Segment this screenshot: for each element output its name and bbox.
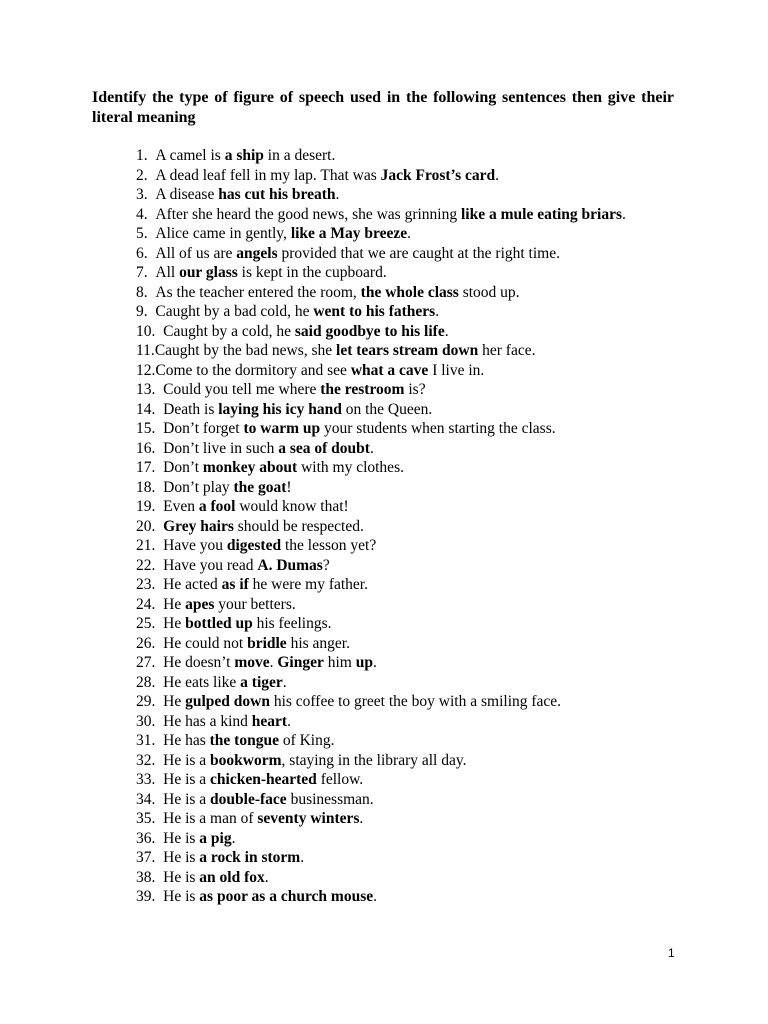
figure-of-speech-phrase: the restroom	[320, 381, 405, 398]
sentence-segment: Don’t live in such	[163, 439, 279, 457]
sentence-item	[136, 731, 676, 751]
sentence-segment: him	[323, 654, 356, 671]
sentence-text	[163, 322, 676, 342]
sentence-item	[136, 673, 676, 693]
sentence-item	[136, 185, 676, 205]
sentence-text	[155, 224, 676, 244]
sentence-text	[163, 770, 676, 790]
item-number: 37.	[136, 849, 164, 866]
sentence-segment: He is	[163, 888, 200, 905]
sentence-segment: Death is	[163, 400, 219, 418]
sentence-segment: He could not	[163, 634, 248, 652]
item-number: 9.	[136, 303, 156, 320]
sentence-item	[136, 322, 676, 342]
sentence-item	[136, 536, 676, 556]
sentence-segment: .	[407, 225, 412, 242]
sentence-segment: would know that!	[235, 498, 349, 515]
sentence-text	[163, 692, 676, 712]
item-number: 18.	[136, 478, 164, 496]
figure-of-speech-phrase: seventy winters	[257, 810, 360, 827]
sentence-item	[136, 692, 676, 712]
sentence-segment: .	[264, 868, 269, 886]
sentence-segment: .	[269, 654, 278, 671]
sentence-segment: , staying in the library all day.	[281, 751, 467, 769]
sentence-segment: He is a	[163, 751, 211, 769]
sentence-item	[136, 712, 676, 732]
figure-of-speech-phrase: a pig	[199, 829, 232, 847]
sentence-text	[155, 341, 676, 361]
sentence-segment: .	[369, 439, 374, 457]
sentence-segment: All of us are	[155, 244, 237, 262]
sentence-segment: his anger.	[286, 634, 350, 652]
sentence-text	[155, 361, 676, 381]
sentence-segment: A disease	[155, 186, 219, 203]
item-number: 8.	[136, 283, 156, 301]
item-number: 25.	[136, 615, 164, 632]
sentence-segment: He	[163, 615, 186, 632]
sentence-item	[136, 224, 676, 244]
sentence-text	[163, 614, 676, 634]
sentence-segment: ?	[322, 556, 330, 574]
item-number: 3.	[136, 186, 156, 203]
figure-of-speech-phrase: as poor as a church mouse	[199, 888, 374, 905]
sentence-segment: fellow.	[316, 771, 364, 788]
figure-of-speech-phrase: bottled up	[185, 615, 253, 632]
sentence-segment: of King.	[278, 732, 335, 749]
figure-of-speech-phrase: Jack Frost’s card	[380, 166, 496, 184]
sentence-item	[136, 614, 676, 634]
item-number: 28.	[136, 673, 164, 691]
sentence-text	[155, 205, 676, 225]
figure-of-speech-phrase: Grey hairs	[163, 517, 234, 535]
sentence-item	[136, 653, 676, 673]
figure-of-speech-phrase: said goodbye to his life	[294, 322, 445, 340]
item-number: 31.	[136, 732, 164, 749]
sentence-text	[163, 419, 676, 439]
figure-of-speech-phrase: like a May breeze	[290, 225, 408, 242]
sentence-text	[163, 458, 676, 478]
item-number: 13.	[136, 381, 164, 398]
sentence-item	[136, 770, 676, 790]
item-number: 2.	[136, 166, 156, 184]
item-number: 30.	[136, 712, 164, 730]
figure-of-speech-phrase: A. Dumas	[257, 556, 323, 574]
sentence-item	[136, 439, 676, 459]
figure-of-speech-phrase: laying his icy hand	[218, 400, 342, 418]
sentence-segment: He has a kind	[163, 712, 252, 730]
sentence-segment: !	[286, 478, 292, 496]
sentence-text	[163, 380, 676, 400]
sentence-item	[136, 517, 676, 537]
item-number: 24.	[136, 595, 164, 613]
sentence-text	[163, 439, 676, 459]
sentence-segment: his coffee to greet the boy with a smiling face.	[269, 693, 562, 710]
sentence-segment: Come to the dormitory and see	[155, 361, 351, 379]
figure-of-speech-phrase: went to his fathers	[313, 303, 436, 320]
sentence-segment: Alice came in gently,	[155, 225, 291, 242]
item-number: 34.	[136, 790, 164, 808]
sentence-segment: .	[287, 712, 291, 730]
figure-of-speech-phrase: let tears stream down	[336, 342, 479, 359]
sentence-segment: .	[300, 849, 305, 866]
sentence-segment: .	[444, 322, 449, 340]
sentence-segment: .	[373, 888, 377, 905]
figure-of-speech-phrase: move	[234, 654, 270, 671]
sentence-item	[136, 205, 676, 225]
item-number: 15.	[136, 420, 164, 437]
figure-of-speech-phrase: heart	[251, 712, 288, 730]
item-number: 26.	[136, 634, 164, 652]
sentence-segment: Even	[163, 498, 199, 515]
sentence-item	[136, 400, 676, 420]
sentence-text	[163, 712, 676, 732]
sentence-segment: .	[282, 673, 287, 691]
figure-of-speech-phrase: a ship	[224, 147, 264, 164]
sentence-segment: your betters.	[214, 595, 296, 613]
sentence-text	[155, 185, 676, 205]
sentence-segment: with my clothes.	[297, 459, 404, 476]
figure-of-speech-phrase: our glass	[179, 264, 238, 281]
sentence-item	[136, 419, 676, 439]
sentence-item	[136, 361, 676, 381]
figure-of-speech-phrase: bookworm	[210, 751, 282, 769]
sentence-segment: Caught by a bad cold, he	[155, 303, 314, 320]
figure-of-speech-phrase: a sea of doubt	[278, 439, 370, 457]
figure-of-speech-phrase: as if	[221, 576, 249, 593]
item-number: 21.	[136, 537, 164, 554]
item-number: 7.	[136, 264, 156, 281]
sentence-segment: his feelings.	[252, 615, 332, 632]
sentence-segment: provided that we are caught at the right time.	[277, 244, 560, 262]
item-number: 27.	[136, 654, 164, 671]
sentence-text	[163, 751, 676, 771]
item-number: 14.	[136, 400, 164, 418]
sentence-segment: After she heard the good news, she was grinning	[155, 205, 461, 223]
sentence-text	[163, 536, 676, 556]
figure-of-speech-phrase: what a cave	[350, 361, 429, 379]
sentence-segment: your students when starting the class.	[320, 420, 556, 437]
sentence-segment: He is a man of	[163, 810, 258, 827]
item-number: 4.	[136, 205, 156, 223]
sentence-segment: Caught by the bad news, she	[154, 342, 337, 359]
sentence-item	[136, 458, 676, 478]
sentence-segment: Have you read	[163, 556, 258, 574]
sentence-segment: should be respected.	[233, 517, 364, 535]
sentence-item	[136, 283, 676, 303]
sentence-segment: Could you tell me where	[163, 381, 321, 398]
item-number: 22.	[136, 556, 164, 574]
sentence-text	[163, 790, 676, 810]
sentence-item	[136, 751, 676, 771]
sentence-item	[136, 497, 676, 517]
figure-of-speech-phrase: an old fox	[199, 868, 265, 886]
figure-of-speech-phrase: Ginger	[277, 654, 324, 671]
figure-of-speech-phrase: the tongue	[209, 732, 279, 749]
sentence-segment: her face.	[478, 342, 536, 359]
figure-of-speech-phrase: like a mule eating briars	[461, 205, 623, 223]
sentence-text	[155, 302, 676, 322]
figure-of-speech-phrase: the goat	[233, 478, 287, 496]
figure-of-speech-phrase: a tiger	[240, 673, 283, 691]
sentence-segment: stood up.	[458, 283, 520, 301]
sentence-segment: Have you	[163, 537, 227, 554]
sentence-item	[136, 263, 676, 283]
item-number: 16.	[136, 439, 164, 457]
figure-of-speech-phrase: a rock in storm	[199, 849, 301, 866]
sentence-item	[136, 341, 676, 361]
figure-of-speech-phrase: monkey about	[202, 459, 298, 476]
sentence-text	[155, 244, 676, 264]
sentence-item	[136, 166, 676, 186]
sentence-text	[155, 166, 676, 186]
sentence-segment: is kept in the cupboard.	[237, 264, 387, 281]
sentence-text	[163, 400, 676, 420]
sentence-segment: Don’t play	[163, 478, 234, 496]
sentence-text	[163, 497, 676, 517]
sentence-segment: He	[163, 693, 186, 710]
sentence-item	[136, 556, 676, 576]
sentence-segment: He acted	[163, 576, 222, 593]
sentence-text	[163, 595, 676, 615]
item-number: 35.	[136, 810, 164, 827]
sentence-segment: Don’t forget	[163, 420, 244, 437]
item-number: 23.	[136, 576, 164, 593]
sentence-item	[136, 634, 676, 654]
sentence-text	[163, 673, 676, 693]
sentence-segment: I live in.	[428, 361, 485, 379]
item-number: 36.	[136, 829, 164, 847]
sentence-segment: .	[231, 829, 236, 847]
figure-of-speech-phrase: bridle	[247, 634, 287, 652]
sentence-text	[163, 653, 676, 673]
sentence-segment: in a desert.	[263, 147, 336, 164]
figure-of-speech-phrase: gulped down	[185, 693, 270, 710]
sentence-text	[163, 731, 676, 751]
sentence-segment: He is a	[163, 790, 211, 808]
sentence-item	[136, 887, 676, 907]
sentence-segment: He is	[163, 829, 200, 847]
sentence-item	[136, 302, 676, 322]
figure-of-speech-phrase: apes	[185, 595, 215, 613]
sentence-text	[163, 868, 676, 888]
sentence-segment: on the Queen.	[341, 400, 433, 418]
sentence-segment: .	[435, 303, 440, 320]
sentence-text	[163, 575, 676, 595]
sentence-segment: is?	[404, 381, 426, 398]
item-number: 32.	[136, 751, 164, 769]
sentence-text	[163, 634, 676, 654]
figure-of-speech-phrase: has cut his breath	[218, 186, 336, 203]
item-number: 17.	[136, 459, 164, 476]
item-number: 5.	[136, 225, 156, 242]
sentence-text	[163, 556, 676, 576]
item-number: 33.	[136, 771, 164, 788]
sentence-item	[136, 790, 676, 810]
sentence-text	[155, 263, 676, 283]
sentence-text	[163, 809, 676, 829]
sentence-item	[136, 868, 676, 888]
figure-of-speech-phrase: the whole class	[360, 283, 459, 301]
sentence-item	[136, 848, 676, 868]
sentence-segment: .	[495, 166, 500, 184]
sentence-text	[163, 478, 676, 498]
sentence-segment: he were my father.	[248, 576, 368, 593]
item-number: 6.	[136, 244, 156, 262]
sentence-item	[136, 146, 676, 166]
sentence-segment: .	[359, 810, 364, 827]
sentence-item	[136, 380, 676, 400]
sentence-text	[163, 829, 676, 849]
sentence-list	[136, 146, 676, 907]
figure-of-speech-phrase: double-face	[210, 790, 287, 808]
figure-of-speech-phrase: chicken-hearted	[210, 771, 317, 788]
sentence-segment: the lesson yet?	[281, 537, 377, 554]
item-number: 11.	[136, 342, 155, 359]
item-number: 19.	[136, 498, 164, 515]
sentence-segment: Don’t	[163, 459, 203, 476]
item-number: 39.	[136, 888, 164, 905]
sentence-segment: He has	[163, 732, 210, 749]
item-number: 38.	[136, 868, 164, 886]
sentence-item	[136, 809, 676, 829]
sentence-text	[163, 517, 676, 537]
sentence-segment: He	[163, 595, 186, 613]
sentence-segment: As the teacher entered the room,	[155, 283, 361, 301]
sentence-segment: .	[622, 205, 626, 223]
sentence-segment: .	[335, 186, 340, 203]
item-number: 10.	[136, 322, 164, 340]
figure-of-speech-phrase: digested	[226, 537, 282, 554]
sentence-segment: He is a	[163, 771, 211, 788]
sentence-text	[163, 848, 676, 868]
sentence-text	[155, 283, 676, 303]
sentence-segment: .	[372, 654, 377, 671]
sentence-segment: He doesn’t	[163, 654, 235, 671]
item-number: 29.	[136, 693, 164, 710]
sentence-segment: He is	[163, 849, 200, 866]
page-number: 1	[668, 946, 675, 960]
sentence-text	[163, 887, 676, 907]
sentence-segment: businessman.	[286, 790, 374, 808]
item-number: 1.	[136, 147, 156, 164]
sentence-item	[136, 829, 676, 849]
item-number: 12.	[136, 361, 156, 379]
sentence-segment: He is	[163, 868, 200, 886]
figure-of-speech-phrase: to warm up	[243, 420, 321, 437]
sentence-text	[155, 146, 676, 166]
sentence-segment: All	[155, 264, 180, 281]
sentence-item	[136, 478, 676, 498]
sentence-item	[136, 244, 676, 264]
sentence-item	[136, 575, 676, 595]
instructions-heading: Identify the type of figure of speech used in the following sentences then give their literal meaning	[92, 89, 674, 126]
item-number: 20.	[136, 517, 164, 535]
figure-of-speech-phrase: up	[355, 654, 373, 671]
sentence-item	[136, 595, 676, 615]
sentence-segment: A camel is	[155, 147, 225, 164]
sentence-segment: He eats like	[163, 673, 241, 691]
figure-of-speech-phrase: a fool	[198, 498, 236, 515]
sentence-segment: A dead leaf fell in my lap. That was	[155, 166, 381, 184]
figure-of-speech-phrase: angels	[236, 244, 278, 262]
sentence-segment: Caught by a cold, he	[163, 322, 295, 340]
